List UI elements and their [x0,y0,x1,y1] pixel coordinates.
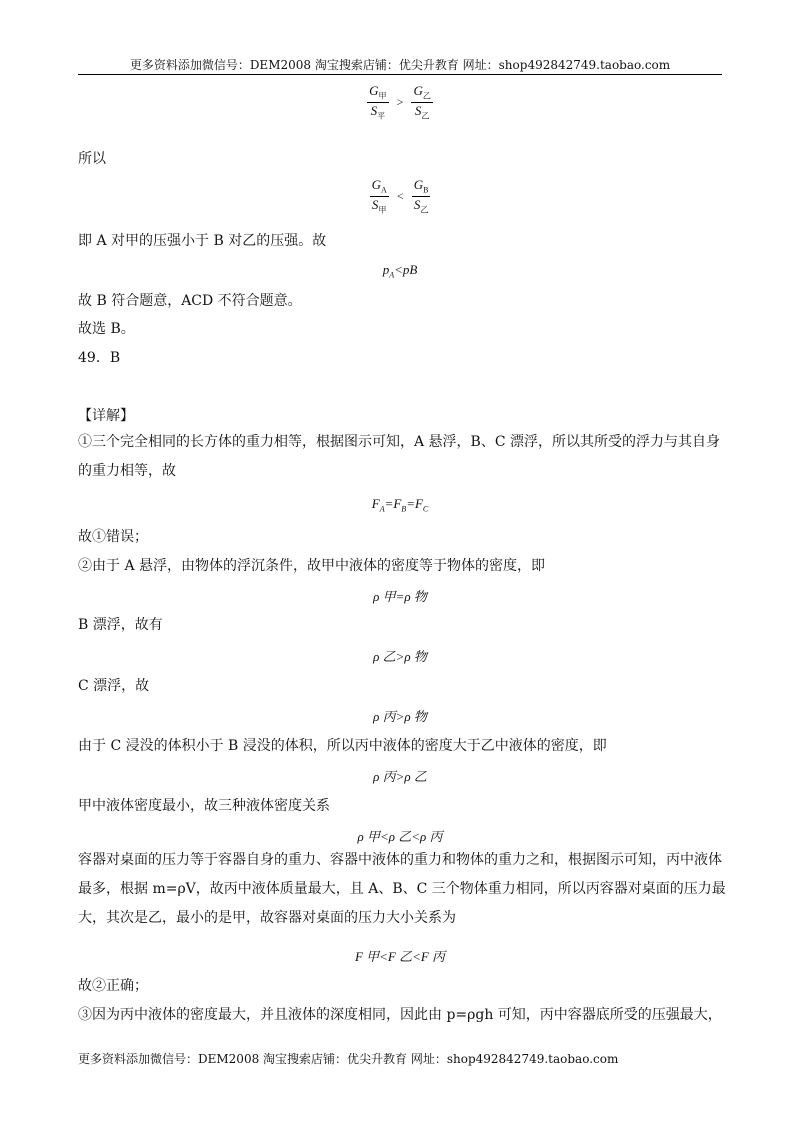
text-xuan: 故选 B。 [78,321,135,337]
text-correct-2: 故②正确； [78,978,148,994]
text-item-3: ③因为丙中液体的密度最大，并且液体的深度相同，因此由 p=ρgh 可知，丙中容器底所受的压强最大， [78,1007,722,1023]
text-b-floats: B 漂浮，故有 [78,617,163,633]
fraction-left: $\frac{G_A}{S_甲}$ [371,177,387,215]
text-item-2: ②由于 A 悬浮，由物体的浮沉条件，故甲中液体的密度等于物体的密度，即 [78,558,546,574]
equation-density-3: ρ 丙>ρ 物 [373,709,427,724]
equation-density-1: ρ 甲=ρ 物 [373,589,427,604]
fraction-right: $\frac{G_B}{S_乙}$ [413,177,429,215]
paragraph-2: 容器对桌面的压力等于容器自身的重力、容器中液体的重力和物体的重力之和，根据图示可知，丙中液体最多，根据 m=ρV，故丙中液体质量最大，且 A、B、C 三个物体重力相同，所以丙容器对桌面的压力最大，其次是乙，最小的是甲，故容器对桌面的压力大小关系为 [78,852,726,926]
text-fu: 故 B 符合题意，ACD 不符合题意。 [78,293,302,309]
question-number: 49．B [78,350,121,366]
header-divider [78,74,722,75]
text-c-floats: C 漂浮，故 [78,678,150,694]
text-error-1: 故①错误； [78,529,148,545]
fraction-inequality-1 [0,84,800,121]
equation-forces: $F_A=F_B=F_C$ [371,496,429,514]
text-pressure: 即 A 对甲的压强小于 B 对乙的压强。故 [78,233,327,249]
equation-density-5: ρ 甲<ρ 乙<ρ 丙 [357,829,443,844]
relation-sign: > [396,94,404,109]
equation-pressure: $p_A<pB$ [382,262,418,280]
equation-pressure-force: F 甲<F 乙<F 丙 [354,949,446,964]
page-footer: 更多资料添加微信号：DEM2008 淘宝搜索店铺：优尖升教育 网址：shop492842749.taobao.com [78,1052,619,1066]
page-header: 更多资料添加微信号：DEM2008 淘宝搜索店铺：优尖升教育 网址：shop492842749.taobao.com [129,58,671,72]
fraction-inequality-2 [0,178,800,215]
equation-density-2: ρ 乙>ρ 物 [373,649,427,664]
fraction-left: $\frac{G_甲}{S_平}$ [369,83,387,121]
text-volume: 由于 C 浸没的体积小于 B 浸没的体积，所以丙中液体的密度大于乙中液体的密度，即 [78,738,607,754]
equation-density-4: ρ 丙>ρ 乙 [373,769,427,784]
section-heading: 【详解】 [78,408,134,424]
fraction-right: $\frac{G_乙}{S_乙}$ [413,83,431,121]
relation-sign: < [396,188,404,203]
paragraph-1: ①三个完全相同的长方体的重力相等，根据图示可知，A 悬浮，B、C 漂浮，所以其所受的浮力与其自身的重力相等，故 [78,434,721,479]
text-suoyi: 所以 [78,151,106,167]
text-min-density: 甲中液体密度最小，故三种液体密度关系 [78,798,330,814]
